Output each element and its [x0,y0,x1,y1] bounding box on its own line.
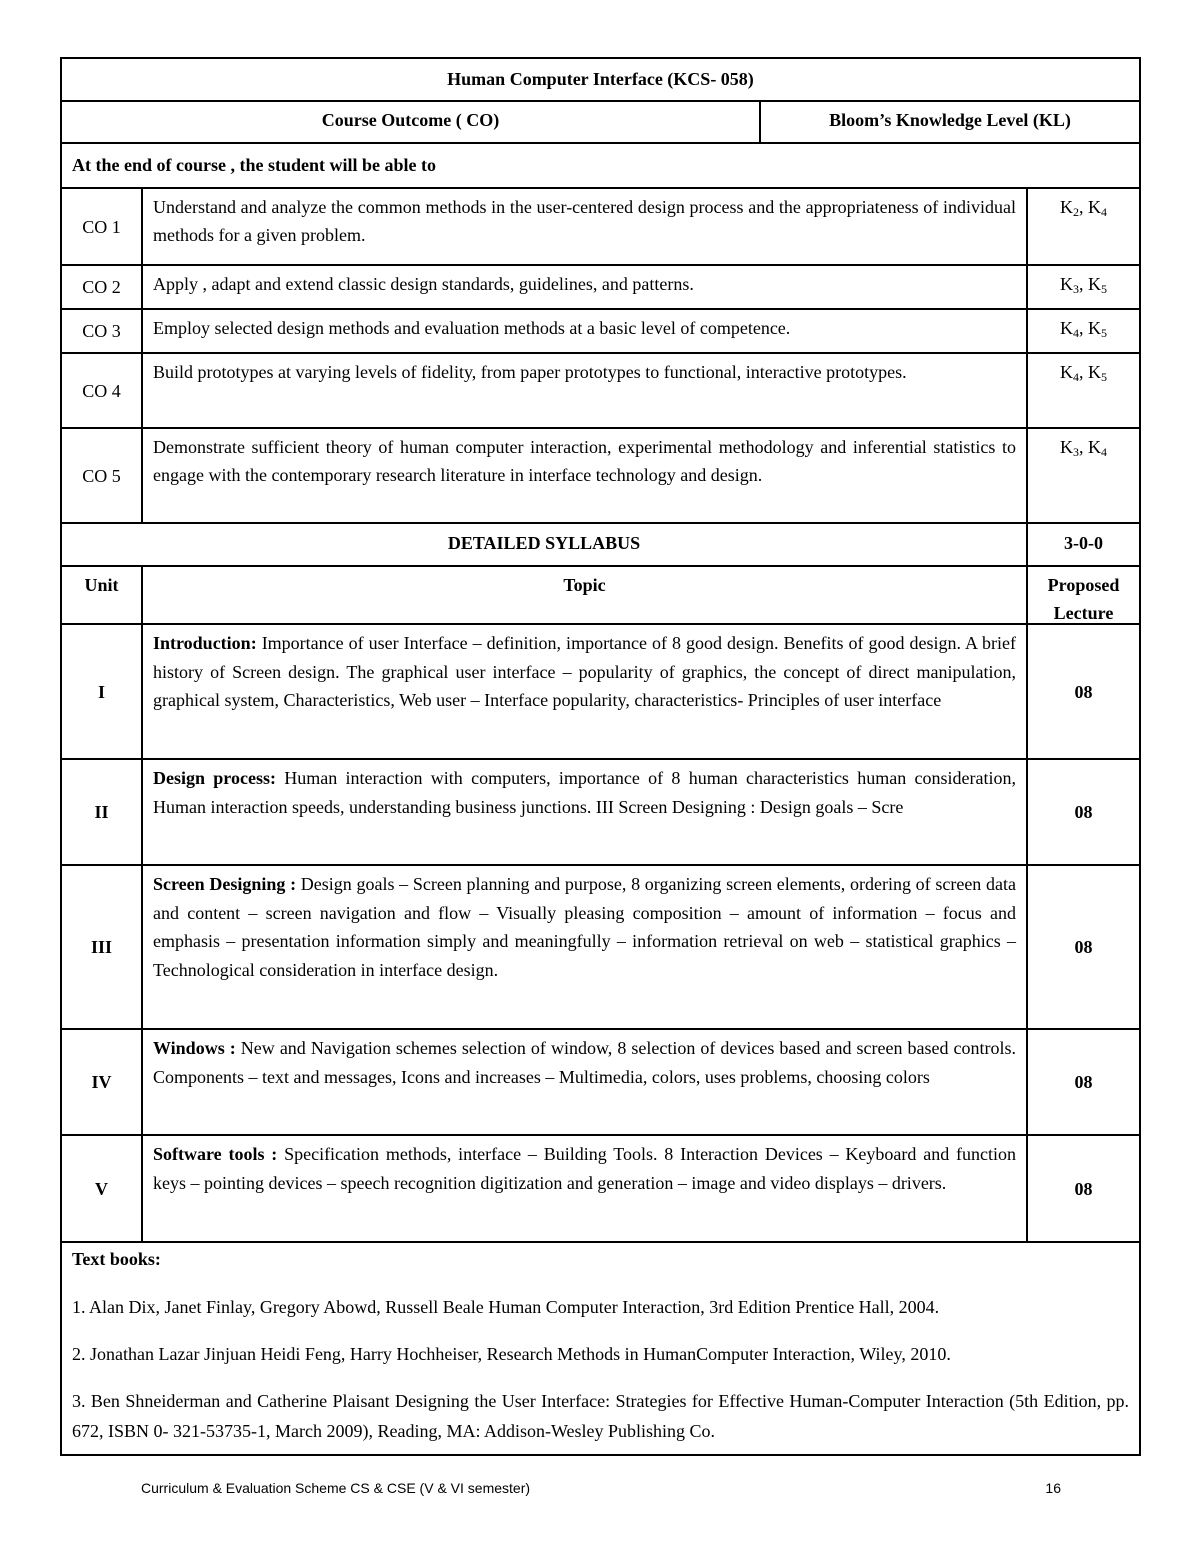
unit-number: V [62,1136,143,1241]
co-description: Employ selected design methods and evaluation methods at a basic level of competence. [143,310,1028,352]
co-code: CO 3 [62,310,143,352]
unit-number: III [62,866,143,1028]
co-code: CO 5 [62,429,143,522]
course-title: Human Computer Interface (KCS- 058) [62,59,1141,100]
co-header-level: Bloom’s Knowledge Level (KL) [761,102,1141,142]
page-footer [141,1480,1061,1496]
co-description: Demonstrate sufficient theory of human computer interaction, experimental methodology and inferential statistics to engage with the contemporary research literature in interface technology and design. [143,429,1028,522]
textbooks-row [62,1243,1141,1456]
co-row [62,310,1141,354]
page-number: 16 [1045,1480,1061,1496]
co-code: CO 4 [62,354,143,427]
unit-number: IV [62,1030,143,1134]
unit-row [62,1030,1141,1136]
syllabus-hours: 3-0-0 [1028,524,1141,565]
column-unit: Unit [62,567,143,623]
syllabus-table [60,57,1141,1456]
co-description: Apply , adapt and extend classic design standards, guidelines, and patterns. [143,266,1028,308]
unit-topic: Screen Designing : Design goals – Screen planning and purpose, 8 organizing screen elements, ordering of screen data and content – screen navigation and flow – Visually pleasing composition – amount of information – focus and emphasis – presentation information simply and meaningfully – information retrieval on web – statistical graphics – Technological consideration in interface design. [143,866,1028,1028]
intro-line: At the end of course , the student will be able to [62,144,1141,187]
co-description: Understand and analyze the common methods in the user-centered design process and the appropriateness of individual methods for a given problem. [143,189,1028,264]
column-lecture: Proposed Lecture [1028,567,1141,623]
co-row [62,429,1141,524]
syllabus-title: DETAILED SYLLABUS [62,524,1028,565]
unit-topic: Windows : New and Navigation schemes selection of window, 8 selection of devices based and screen based controls. Components – text and messages, Icons and increases – Multimedia, colors, uses problems, choosing colors [143,1030,1028,1134]
unit-row [62,866,1141,1030]
unit-lectures: 08 [1028,625,1141,758]
co-row [62,354,1141,429]
co-code: CO 2 [62,266,143,308]
co-header-row [62,102,1141,144]
co-code: CO 1 [62,189,143,264]
co-knowledge-level: $K_2$, $K_4$ [1028,189,1141,264]
syllabus-header-row [62,524,1141,567]
co-knowledge-level: $K_3$, $K_4$ [1028,429,1141,522]
co-knowledge-level: $K_3$, $K_5$ [1028,266,1141,308]
textbook-reference: 1. Alan Dix, Janet Finlay, Gregory Abowd, Russell Beale Human Computer Interaction, 3rd Edition Prentice Hall, 2004. [72,1297,940,1317]
unit-topic: Software tools : Specification methods, interface – Building Tools. 8 Interaction Devices – Keyboard and function keys – pointing devices – speech recognition digitization and generation – image and video displays – drivers. [143,1136,1028,1241]
co-header-outcome: Course Outcome ( CO) [62,102,761,142]
unit-number: II [62,760,143,864]
unit-lectures: 08 [1028,760,1141,864]
textbook-reference: 3. Ben Shneiderman and Catherine Plaisant Designing the User Interface: Strategies for Effective Human-Computer Interaction (5th Edition, pp. 672, ISBN 0- 321-53735-1, March 2009), Reading, MA: Addison-Wesley Publishing Co. [72,1391,1129,1441]
footer-caption: Curriculum & Evaluation Scheme CS & CSE (V & VI semester) [141,1480,531,1496]
unit-lectures: 08 [1028,1136,1141,1241]
unit-topic: Design process: Human interaction with computers, importance of 8 human characteristics human consideration, Human interaction speeds, understanding business junctions. III Screen Designing : Design goals – Scre [143,760,1028,864]
unit-lectures: 08 [1028,1030,1141,1134]
co-row [62,266,1141,310]
intro-row [62,144,1141,189]
co-knowledge-level: $K_4$, $K_5$ [1028,310,1141,352]
co-knowledge-level: $K_4$, $K_5$ [1028,354,1141,427]
textbook-reference: 2. Jonathan Lazar Jinjuan Heidi Feng, Harry Hochheiser, Research Methods in HumanComputer Interaction, Wiley, 2010. [72,1344,951,1364]
title-row [62,59,1141,102]
unit-number: I [62,625,143,758]
syllabus-columns-row [62,567,1141,625]
unit-topic: Introduction: Importance of user Interface – definition, importance of 8 good design. Benefits of good design. A brief history of Screen design. The graphical user interface – popularity of graphics, the concept of direct manipulation, graphical system, Characteristics, Web user – Interface popularity, characteristics- Principles of user interface [143,625,1028,758]
unit-lectures: 08 [1028,866,1141,1028]
unit-row [62,760,1141,866]
unit-row [62,625,1141,760]
column-topic: Topic [143,567,1028,623]
co-row [62,189,1141,266]
textbooks-section [62,1243,1141,1454]
unit-row [62,1136,1141,1243]
co-description: Build prototypes at varying levels of fidelity, from paper prototypes to functional, interactive prototypes. [143,354,1028,427]
textbooks-heading: Text books: [72,1249,161,1269]
